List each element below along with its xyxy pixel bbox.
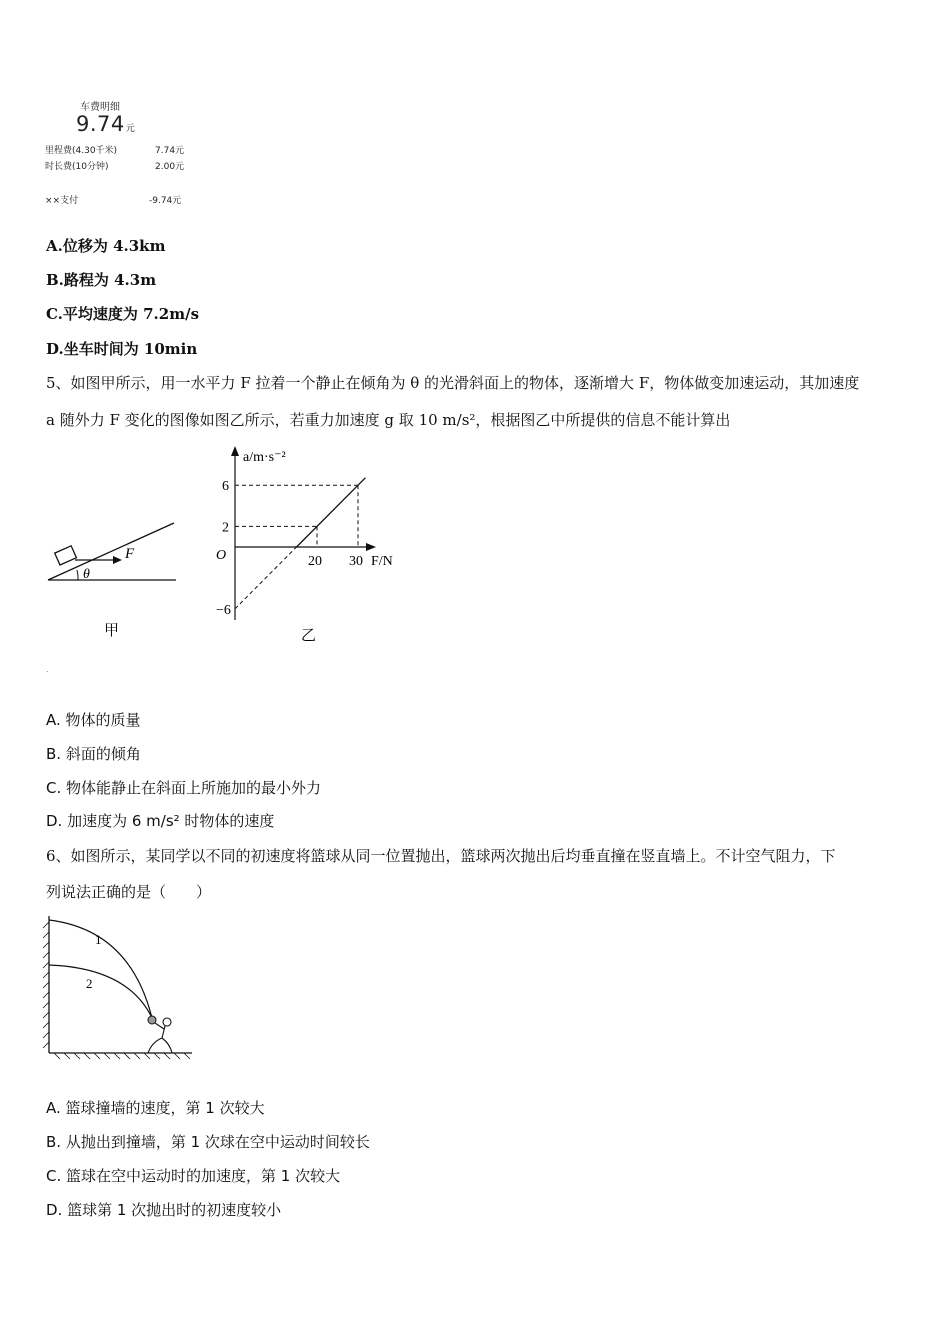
receipt-row-value: 2.00元 [155,162,185,172]
y-axis-label: a/m·s⁻² [243,450,286,465]
receipt-row-label: 里程费(4.30千米) [45,146,118,156]
q6-option-d: D. 篮球第 1 次抛出时的初速度较小 [46,1201,282,1219]
receipt-row-label: 时长费(10分钟) [45,162,109,172]
q5-option-b: B. 斜面的倾角 [46,745,141,763]
x-axis-label: F/N [371,554,393,569]
force-label: F [125,546,135,562]
receipt-amount: 9.74元 [76,112,136,136]
dashed-extension [235,547,297,609]
q5-option-c: C. 物体能静止在斜面上所施加的最小外力 [46,779,322,797]
block [55,546,77,565]
q4-option-c: C.平均速度为 7.2m/s [46,305,200,323]
figure-label-yi: 乙 [301,628,317,644]
q6-stem-line1: 6、如图所示，某同学以不同的初速度将篮球从同一位置抛出，篮球两次抛出后均垂直撞在竖直墙上。不计空气阻力，下 [46,847,836,865]
q4-option-d: D.坐车时间为 10min [46,340,198,358]
ground-hatching [54,1053,190,1059]
incline-figure [40,510,190,645]
receipt-row-value: -9.74元 [149,196,182,206]
angle-arc [77,570,78,580]
q5-option-a: A. 物体的质量 [46,711,141,729]
q6-option-b: B. 从抛出到撞墙，第 1 次球在空中运动时间较长 [46,1133,370,1151]
x-tick-label: 20 [308,554,322,569]
q6-stem-line2: 列说法正确的是（ ） [46,883,212,901]
force-arrowhead [113,556,122,564]
trajectory-1-label: 1 [95,932,102,947]
trajectory-2-label: 2 [86,976,93,991]
q4-option-b: B.路程为 4.3m [46,271,157,289]
stray-dot: . [46,665,49,674]
y-tick-label: −6 [216,602,231,618]
q5-stem-line1: 5、如图甲所示，用一水平力 F 拉着一个静止在倾角为 θ 的光滑斜面上的物体，逐渐增大 F，物体做变加速运动，其加速度 [46,374,860,392]
y-tick-label: 2 [222,520,229,536]
y-axis-arrowhead [231,446,239,456]
x-axis-arrowhead [366,543,376,551]
origin-label: O [216,548,227,563]
basketball-figure [40,910,200,1065]
receipt-title: 车费明细 [80,102,120,113]
wall-hatching [43,922,49,1048]
x-tick-label: 30 [349,554,363,569]
fare-receipt [0,0,200,210]
q5-option-d: D. 加速度为 6 m/s² 时物体的速度 [46,812,275,830]
q6-option-c: C. 篮球在空中运动时的加速度，第 1 次较大 [46,1167,341,1185]
receipt-row-value: 7.74元 [155,146,185,156]
figure-label-jia: 甲 [104,623,120,639]
q4-option-a: A.位移为 4.3km [46,237,166,255]
a-f-line [297,478,366,547]
y-tick-label: 6 [222,479,229,495]
a-f-graph [205,440,415,645]
q5-stem-line2: a 随外力 F 变化的图像如图乙所示，若重力加速度 g 取 10 m/s²，根据图乙中所提供的信息不能计算出 [46,411,731,429]
trajectory-2 [49,965,152,1018]
angle-label: θ [83,567,90,582]
basketball [148,1016,156,1024]
receipt-row-label: ××支付 [45,196,79,206]
q6-option-a: A. 篮球撞墙的速度，第 1 次较大 [46,1099,265,1117]
